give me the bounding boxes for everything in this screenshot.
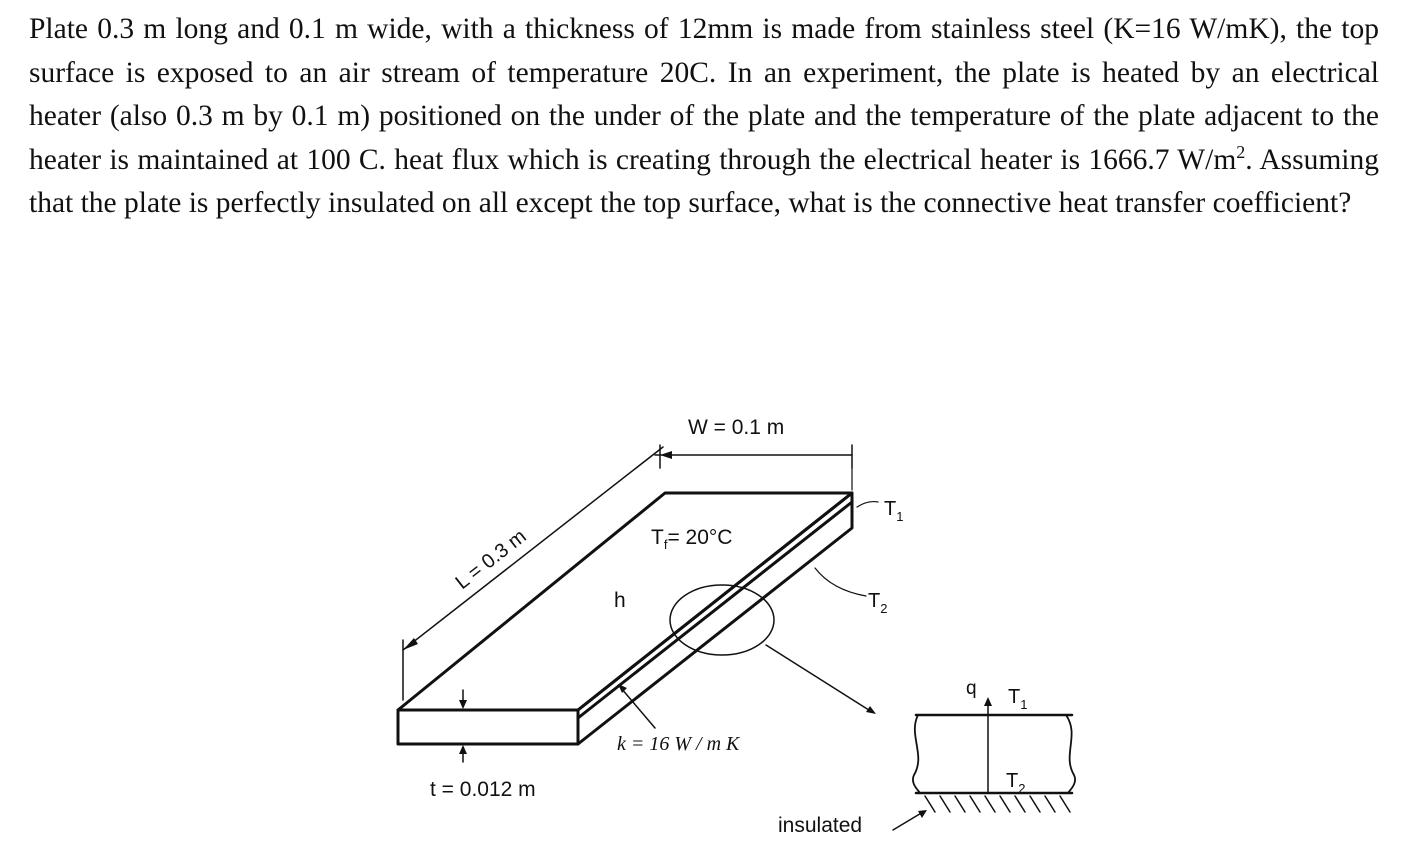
t2-leader bbox=[815, 568, 866, 596]
q-label: q bbox=[966, 678, 977, 699]
k-label: k = 16 W / m K bbox=[617, 733, 740, 755]
t1-label: $T_1$ bbox=[884, 498, 904, 524]
insulated-pointer bbox=[893, 812, 923, 830]
thickness-label: t = 0.012 m bbox=[430, 778, 536, 801]
t1-leader bbox=[857, 502, 878, 507]
air-temp-label: $T_f= 20^\circ C$ bbox=[651, 526, 733, 552]
thickness-arrowhead-bottom bbox=[459, 745, 467, 754]
detail-pointer bbox=[766, 645, 872, 712]
inset-break-left bbox=[913, 715, 920, 793]
thickness-arrowhead-top bbox=[459, 700, 467, 709]
problem-superscript: 2 bbox=[1236, 141, 1246, 162]
inset-heat-arrowhead bbox=[984, 697, 992, 706]
t2-label: $T_2$ bbox=[868, 590, 888, 616]
problem-text-end: . Assuming that the plate is perfectly insulated on all except the top surface, what is the connective heat transfer coefficient? bbox=[29, 143, 1379, 219]
k-arrowhead bbox=[618, 684, 627, 693]
inset-break-right bbox=[1066, 715, 1075, 793]
k-pointer bbox=[621, 688, 655, 728]
problem-text: Plate 0.3 m long and 0.1 m wide, with a thickness of 12mm is made from stainless steel (K=16 W/mK), the top surface is exposed to an air stream of temperature 20C. In an experiment, the plate is heated by an electrical heater (also 0.3 m by 0.1 m) positioned on the under of the plate and the temperature of the plate adjacent to the heater is maintained at 100 C. heat flux which is creating through the electrical heater is 1666.7 W/m bbox=[29, 13, 1379, 176]
inset-t1-label: $T_1$ bbox=[1008, 686, 1028, 712]
plate-front-face bbox=[398, 710, 578, 744]
h-label: h bbox=[614, 589, 626, 612]
inset-t2-label: $T_2$ bbox=[1006, 770, 1026, 796]
width-label: W = 0.1 m bbox=[688, 416, 785, 439]
width-arrowhead bbox=[660, 451, 672, 459]
length-dim-line bbox=[403, 447, 663, 650]
length-label: L = 0.3 m bbox=[451, 525, 531, 594]
detail-arrowhead bbox=[866, 706, 876, 714]
insulated-label: insulated bbox=[778, 814, 863, 837]
insulation-hatching bbox=[925, 796, 1070, 812]
